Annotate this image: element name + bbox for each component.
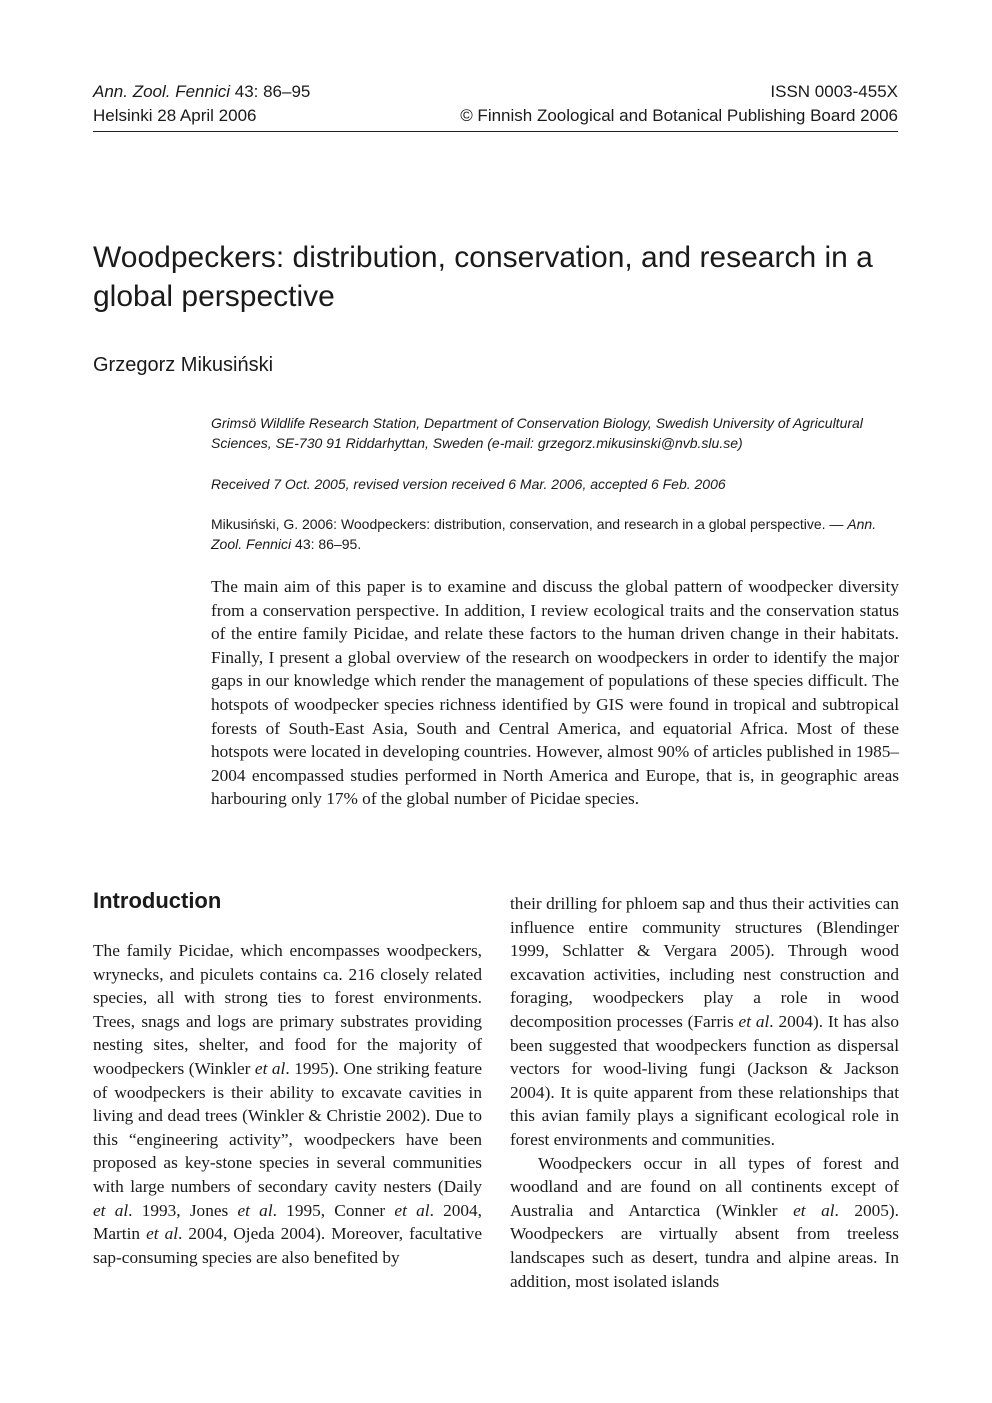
text-run: . 2005). Woodpeckers are virtually absent from treeless landscapes such as desert, tundra and alpine areas. In addition, most isolated islands xyxy=(510,1200,899,1291)
text-run: . 2004, Ojeda 2004). Moreover, facultative sap-consuming species are also benefited by xyxy=(93,1224,482,1267)
paragraph xyxy=(510,892,899,1152)
text-run: . 1995). One striking feature of woodpeckers is their ability to excavate cavities in living and dead trees (Winkler & Christie 2002). Due to this “engineering activity”, woodpeckers have been proposed as key-stone species in several communities with large numbers of secondary cavity nesters (Daily xyxy=(93,1058,483,1196)
text-run: . 2004, Martin xyxy=(93,1200,482,1244)
running-header xyxy=(93,80,898,128)
text-run: their drilling for phloem sap and thus their activities can influence entire community structures (Blendinger 1999, Schlatter & Vergara 2005). Through wood excavation activities, including nest construction and foraging, woodpeckers play a role in wood decomposition processes (Farris xyxy=(510,894,899,1031)
affiliation: Grimsö Wildlife Research Station, Department of Conservation Biology, Swedish University of Agricultural Sciences, SE-730 91 Riddarhyttan, Sweden (e-mail: grzegorz.mikusinski@nvb.slu.se) xyxy=(211,415,863,451)
author-name: Grzegorz Mikusiński xyxy=(93,354,274,376)
citation-text: Mikusiński, G. 2006: Woodpeckers: distribution, conservation, and research in a global perspective. — xyxy=(211,516,848,532)
italic-run: et al xyxy=(394,1200,430,1220)
citation xyxy=(211,514,899,554)
text-run: . 2004). It has also been suggested that woodpeckers function as dispersal vectors for wood-living fungi (Jackson & Jackson 2004). It is quite apparent from these relationships that this avian family plays a significant ecological role in forest environments and communities. xyxy=(510,1011,900,1149)
italic-run: et al xyxy=(93,1200,129,1220)
header-row-2 xyxy=(93,104,898,128)
journal-citation xyxy=(93,80,310,104)
left-column xyxy=(93,939,482,1269)
abstract: The main aim of this paper is to examine and discuss the global pattern of woodpecker diversity from a conservation perspective. In addition, I review ecological traits and the conservation status of the entire family Picidae, and relate these factors to the human driven change in their habitats. Finally, I present a global overview of the research on woodpeckers in order to identify the major gaps in our knowledge which render the management of populations of these species difficult. The hotspots of woodpecker species richness identified by GIS were found in tropical and subtropical forests of South-East Asia, South and Central America, and equatorial Africa. Most of these hotspots were located in developing countries. However, almost 90% of articles published in 1985–2004 encompassed studies performed in North America and Europe, that is, in geographic areas harbouring only 17% of the global number of Picidae species. xyxy=(211,577,900,809)
text-run: Woodpeckers occur in all types of forest and woodland and are found on all continents except of Australia and Antarctica (Winkler xyxy=(510,1153,899,1220)
right-column xyxy=(510,892,899,1293)
volume-pages: 43: 86–95 xyxy=(230,82,311,101)
paper-title: Woodpeckers: distribution, conservation, and research in a global perspective xyxy=(93,241,873,313)
citation-rest: 43: 86–95. xyxy=(291,536,362,552)
italic-run: et al xyxy=(738,1011,770,1031)
section-heading-introduction: Introduction xyxy=(93,888,222,913)
header-rule xyxy=(93,131,898,132)
text-run: The family Picidae, which encompasses woodpeckers, wrynecks, and piculets contains ca. 216 closely related species, all with strong ties to forest environments. Trees, snags and logs are primary substrates providing nesting sites, shelter, and food for the majority of woodpeckers (Winkler xyxy=(93,941,482,1078)
text-run: . 1995, Conner xyxy=(272,1200,395,1220)
italic-run: et al xyxy=(146,1224,179,1244)
issn: ISSN 0003-455X xyxy=(770,82,898,101)
citation-journal: Ann. Zool. Fennici xyxy=(211,516,877,552)
italic-run: et al xyxy=(793,1200,835,1220)
text-run: . 1993, Jones xyxy=(128,1200,238,1220)
header-row-1 xyxy=(93,80,898,104)
publication-date: Helsinki 28 April 2006 xyxy=(93,106,257,125)
italic-run: et al xyxy=(237,1200,273,1220)
paragraph xyxy=(510,1152,899,1294)
paragraph xyxy=(93,939,482,1269)
italic-run: et al xyxy=(254,1058,286,1078)
journal-name: Ann. Zool. Fennici xyxy=(93,82,231,101)
received-dates: Received 7 Oct. 2005, revised version received 6 Mar. 2006, accepted 6 Feb. 2006 xyxy=(211,476,726,492)
copyright: © Finnish Zoological and Botanical Publishing Board 2006 xyxy=(460,106,898,125)
